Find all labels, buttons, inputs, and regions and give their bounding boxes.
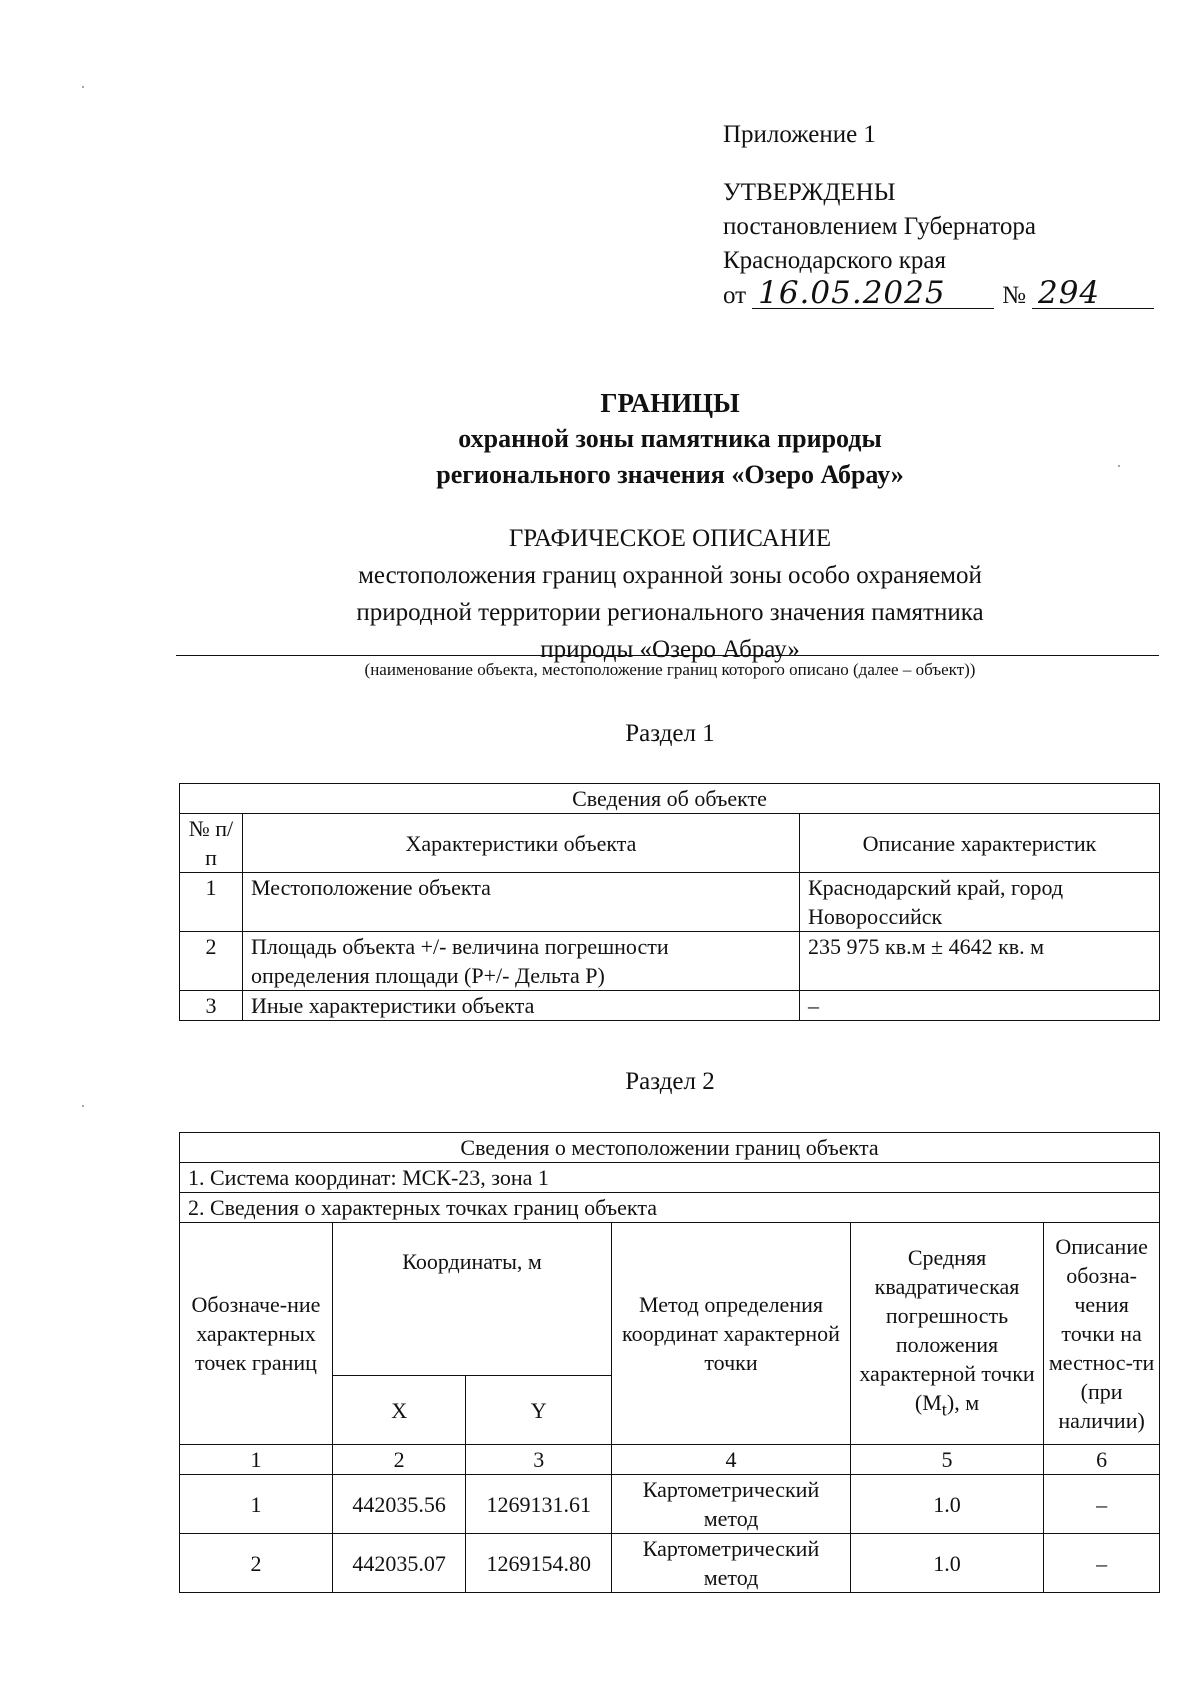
col-header-description: Описание характеристик (800, 814, 1160, 873)
date-prefix: от (723, 282, 747, 309)
scan-speck (82, 1105, 84, 1107)
decree-date: 16.05.2025 (752, 278, 994, 309)
graphic-line-1: местоположения границ охранной зоны особо охраняемой (358, 562, 982, 589)
table-title: Сведения о местоположении границ объекта (180, 1133, 1160, 1163)
col-header-method: Метод определения координат характерной точки (612, 1223, 851, 1445)
approval-block (723, 118, 1154, 313)
graphic-heading: ГРАФИЧЕСКОЕ ОПИСАНИЕ (508, 525, 832, 552)
object-name-note: (наименование объекта, местоположение границ которого описано (далее – объект)) (364, 660, 976, 679)
points-title: 2. Сведения о характерных точках границ объекта (180, 1193, 1160, 1223)
approved-label: УТВЕРЖДЕНЫ (723, 179, 896, 206)
document-title (0, 385, 1200, 493)
table-row (180, 1475, 1160, 1534)
error-header-unit: ), м (946, 1389, 980, 1415)
boundary-points-table (179, 1132, 1160, 1593)
point-error: 1.0 (850, 1475, 1043, 1534)
col-header-number: № п/п (180, 814, 243, 873)
col-header-x: X (332, 1376, 465, 1445)
error-header-text: Средняя квадратическая погрешность положения характерной точки (M (859, 1244, 1035, 1415)
row-number: 3 (180, 991, 243, 1021)
row-description: 235 975 кв.м ± 4642 кв. м (800, 932, 1160, 991)
col-header-error (850, 1223, 1043, 1445)
object-name-rule (176, 655, 1159, 656)
section-1-heading: Раздел 1 (625, 720, 715, 747)
point-error: 1.0 (850, 1534, 1043, 1593)
table-title: Сведения об объекте (180, 784, 1160, 814)
scan-speck (1118, 465, 1120, 467)
table-header-row (180, 814, 1160, 873)
error-header-subscript: t (941, 1399, 947, 1420)
column-number: 2 (332, 1445, 465, 1475)
col-header-coordinates: Координаты, м (332, 1223, 611, 1376)
graphic-line-3: природы «Озеро Абрау» (540, 636, 800, 663)
decree-date-number (723, 275, 1154, 313)
row-number: 2 (180, 932, 243, 991)
approval-line-2: Краснодарского края (723, 247, 946, 274)
col-header-designation: Обозначе-ние характерных точек границ (180, 1223, 333, 1445)
row-characteristic: Местоположение объекта (243, 873, 800, 932)
column-number: 6 (1044, 1445, 1160, 1475)
table-row (180, 991, 1160, 1021)
column-number: 3 (466, 1445, 612, 1475)
column-number: 1 (180, 1445, 333, 1475)
row-characteristic: Площадь объекта +/- величина погрешности определения площади (P+/- Дельта P) (243, 932, 800, 991)
row-number: 1 (180, 873, 243, 932)
coord-system-row (180, 1163, 1160, 1193)
scan-speck (82, 86, 84, 88)
title-line-3: регионального значения «Озеро Абрау» (436, 460, 904, 489)
point-x: 442035.56 (332, 1475, 465, 1534)
section-2-heading: Раздел 2 (625, 1068, 715, 1095)
point-x: 442035.07 (332, 1534, 465, 1593)
decree-number: 294 (1032, 278, 1154, 309)
point-description: – (1044, 1534, 1160, 1593)
point-y: 1269154.80 (466, 1534, 612, 1593)
table-header-row (180, 1223, 1160, 1376)
graphic-line-2: природной территории регионального значения памятника (356, 599, 984, 626)
title-line-2: охранной зоны памятника природы (458, 424, 882, 453)
table-title-row (180, 1133, 1160, 1163)
title-main: ГРАНИЦЫ (600, 388, 740, 418)
col-header-characteristics: Характеристики объекта (243, 814, 800, 873)
graphic-description (0, 520, 1200, 668)
point-description: – (1044, 1475, 1160, 1534)
row-description: Краснодарский край, город Новороссийск (800, 873, 1160, 932)
col-header-description: Описание обозна-чения точки на местнос-ти (при наличии) (1044, 1223, 1160, 1445)
table-row (180, 932, 1160, 991)
row-description: – (800, 991, 1160, 1021)
column-number: 5 (850, 1445, 1043, 1475)
table-row (180, 873, 1160, 932)
point-designation: 2 (180, 1534, 333, 1593)
row-characteristic: Иные характеристики объекта (243, 991, 800, 1021)
approval-line-1: постановлением Губернатора (723, 213, 1036, 240)
number-prefix: № (1002, 282, 1026, 309)
table-title-row (180, 784, 1160, 814)
points-title-row (180, 1193, 1160, 1223)
point-y: 1269131.61 (466, 1475, 612, 1534)
object-info-table (179, 783, 1160, 1021)
point-designation: 1 (180, 1475, 333, 1534)
point-method: Картометрический метод (612, 1534, 851, 1593)
appendix-label: Приложение 1 (723, 121, 876, 148)
column-number-row (180, 1445, 1160, 1475)
column-number: 4 (612, 1445, 851, 1475)
col-header-y: Y (466, 1376, 612, 1445)
table-row (180, 1534, 1160, 1593)
point-method: Картометрический метод (612, 1475, 851, 1534)
coord-system: 1. Система координат: МСК-23, зона 1 (180, 1163, 1160, 1193)
